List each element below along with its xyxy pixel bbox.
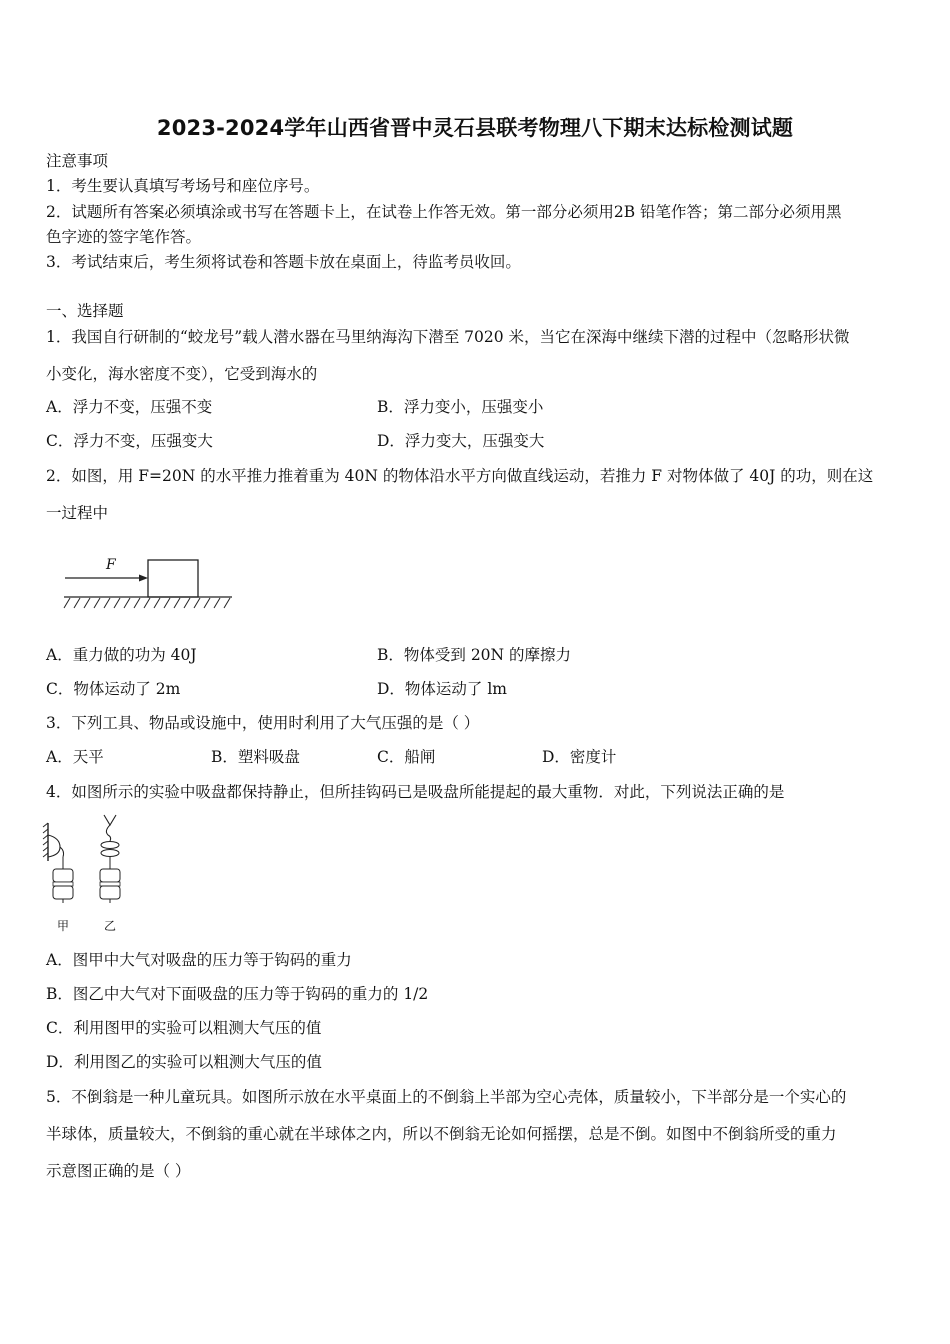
notice-item-2-cont: 色字迹的签字笔作答。 bbox=[46, 228, 202, 246]
q2-option-d: D．物体运动了 lm bbox=[377, 680, 508, 698]
q2-option-a: A．重力做的功为 40J bbox=[46, 646, 197, 664]
q4-option-b: B．图乙中大气对下面吸盘的压力等于钩码的重力的 1/2 bbox=[46, 985, 429, 1003]
q1-stem-line2: 小变化，海水密度不变），它受到海水的 bbox=[46, 365, 318, 383]
q1-option-a: A．浮力不变，压强不变 bbox=[46, 398, 213, 416]
q1-option-c: C．浮力不变，压强变大 bbox=[46, 432, 213, 450]
q4-figure-label-yi: 乙 bbox=[104, 919, 117, 933]
q5-stem-line2: 半球体，质量较大，不倒翁的重心就在半球体之内，所以不倒翁无论如何摇摆，总是不倒。如图中不倒翁所受的重力 bbox=[46, 1125, 837, 1143]
q3-option-b: B．塑料吸盘 bbox=[211, 748, 300, 766]
q2-stem-line1: 2．如图，用 F=20N 的水平推力推着重为 40N 的物体沿水平方向做直线运动，若推力 F 对物体做了 40J 的功，则在这 bbox=[46, 467, 874, 485]
q1-option-d: D．浮力变大，压强变大 bbox=[377, 432, 545, 450]
q4-figure-label-jia: 甲 bbox=[57, 919, 70, 933]
q3-stem: 3．下列工具、物品或设施中，使用时利用了大气压强的是（ ） bbox=[46, 714, 480, 732]
q3-option-a: A．天平 bbox=[46, 748, 104, 766]
notice-item-2: 2．试题所有答案必须填涂或书写在答题卡上，在试卷上作答无效。第一部分必须用2B 铅笔作答；第二部分必须用黑 bbox=[46, 203, 842, 221]
q4-option-a: A．图甲中大气对吸盘的压力等于钩码的重力 bbox=[46, 951, 352, 969]
ground-hatching bbox=[64, 598, 230, 608]
q1-option-b: B．浮力变小，压强变小 bbox=[377, 398, 544, 416]
force-arrow-head bbox=[139, 575, 148, 582]
q2-figure-force-label: F bbox=[106, 557, 116, 573]
section-heading: 一、选择题 bbox=[46, 302, 124, 320]
q5-stem-line1: 5．不倒翁是一种儿童玩具。如图所示放在水平桌面上的不倒翁上半部为空心壳体，质量较小，下半部分是一个实心的 bbox=[46, 1088, 847, 1106]
notice-item-1: 1．考生要认真填写考场号和座位序号。 bbox=[46, 177, 320, 195]
q1-stem-line1: 1．我国自行研制的“蛟龙号”载人潜水器在马里纳海沟下潜至 7020 米，当它在深海中继续下潜的过程中（忽略形状微 bbox=[46, 328, 850, 346]
notice-heading: 注意事项 bbox=[46, 152, 109, 170]
q2-figure-block-push bbox=[60, 555, 235, 613]
q4-figure-suction-cups bbox=[40, 813, 135, 918]
q2-stem-line2: 一过程中 bbox=[46, 504, 109, 522]
page-title: 2023-2024学年山西省晋中灵石县联考物理八下期末达标检测试题 bbox=[156, 116, 794, 140]
notice-item-3: 3．考试结束后，考生须将试卷和答题卡放在桌面上，待监考员收回。 bbox=[46, 253, 521, 271]
q2-option-b: B．物体受到 20N 的摩擦力 bbox=[377, 646, 572, 664]
q4-stem: 4．如图所示的实验中吸盘都保持静止，但所挂钩码已是吸盘所能提起的最大重物．对此，下列说法正确的是 bbox=[46, 783, 785, 801]
q5-stem-line3: 示意图正确的是（ ） bbox=[46, 1162, 191, 1180]
q2-option-c: C．物体运动了 2m bbox=[46, 680, 181, 698]
q3-option-d: D．密度计 bbox=[542, 748, 617, 766]
q3-option-c: C．船闸 bbox=[377, 748, 436, 766]
q4-option-c: C．利用图甲的实验可以粗测大气压的值 bbox=[46, 1019, 322, 1037]
block bbox=[148, 560, 198, 597]
q4-option-d: D．利用图乙的实验可以粗测大气压的值 bbox=[46, 1053, 322, 1071]
